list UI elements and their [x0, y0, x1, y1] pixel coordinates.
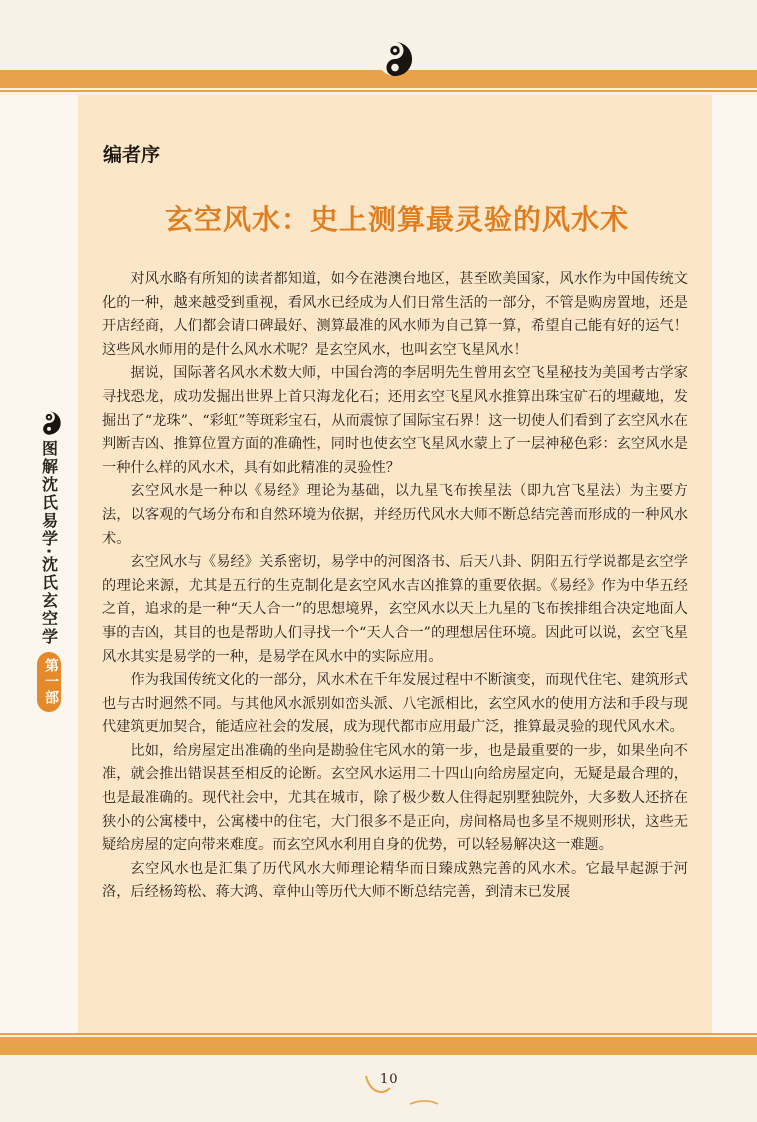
side-yin-yang-icon — [36, 410, 62, 436]
bottom-decor-bar — [0, 1037, 757, 1055]
paragraph: 据说，国际著名风水术数大师，中国台湾的李居明先生曾用玄空飞星秘技为美国考古学家寻找恐龙，成功发掘出世界上首只海龙化石；还用玄空飞星风水推算出珠宝矿石的埋藏地，发掘出了“龙珠”、“彩虹”等斑彩宝石，从而震惊了国际宝石界！这一切使人们看到了玄空风水在判断吉凶、推算位置方面的准确性，同时也使玄空飞星风水蒙上了一层神秘色彩：玄空风水是一种什么样的风水术，具有如此精准的灵验性？ — [102, 365, 688, 476]
part-badge: 第一部 — [37, 652, 61, 712]
swirl-ornament-icon — [360, 1070, 440, 1110]
body-text — [102, 268, 688, 905]
side-book-title-text: 图解沈氏易学·沈氏玄空学 — [39, 440, 59, 647]
bottom-decor-line — [0, 1033, 757, 1035]
right-margin — [712, 95, 757, 1035]
side-book-title — [32, 410, 66, 712]
paragraph: 比如，给房屋定出准确的坐向是勘验住宅风水的第一步，也是最重要的一步，如果坐向不准，就会推出错误甚至相反的论断。玄空风水运用二十四山向给房屋定向，无疑是最合理的，也是最准确的。现代社会中，尤其在城市，除了极少数人住得起别墅独院外，大多数人还挤在狭小的公寓楼中，公寓楼中的住宅，大门很多不是正向，房间格局也多呈不规则形状，这些无疑给房屋的定向带来难度。而玄空风水利用自身的优势，可以轻易解决这一难题。 — [102, 742, 688, 854]
top-decor-line — [0, 90, 757, 92]
paragraph: 玄空风水与《易经》关系密切，易学中的河图洛书、后天八卦、阴阳五行学说都是玄空学的理论来源，尤其是五行的生克制化是玄空风水吉凶推算的重要依据。《易经》作为中华五经之首，追求的是一种“天人合一”的思想境界，玄空风水以天上九星的飞布挨排组合决定地面人事的吉凶，其目的也是帮助人们寻找一个“天人合一”的理想居住环境。因此可以说，玄空飞星风水其实是易学的一种，是易学在风水中的实际应用。 — [102, 554, 688, 665]
page-number: 10 — [380, 1072, 399, 1087]
paragraph: 玄空风水是一种以《易经》理论为基础，以九星飞布挨星法（即九宫飞星法）为主要方法，以客观的气场分布和自然环境为依据，并经历代风水大师不断总结完善而形成的一种风水术。 — [102, 483, 688, 547]
page-title: 玄空风水：史上测算最灵验的风水术 — [164, 203, 629, 236]
yin-yang-icon — [376, 40, 414, 78]
preface-label: 编者序 — [103, 144, 161, 166]
paragraph: 对风水略有所知的读者都知道，如今在港澳台地区，甚至欧美国家，风水作为中国传统文化的一种，越来越受到重视，看风水已经成为人们日常生活的一部分，不管是购房置地，还是开店经商，人们都会请口碑最好、测算最准的风水师为自己算一算，希望自己能有好的运气！这些风水师用的是什么风水术呢？是玄空风水，也叫玄空飞星风水！ — [102, 271, 688, 358]
paragraph: 玄空风水也是汇集了历代风水大师理论精华而日臻成熟完善的风水术。它最早起源于河洛，后经杨筠松、蒋大鸿、章仲山等历代大师不断总结完善，到清末已发展 — [102, 860, 688, 901]
paragraph: 作为我国传统文化的一部分，风水术在千年发展过程中不断演变，而现代住宅、建筑形式也与古时迥然不同。与其他风水派别如峦头派、八宅派相比，玄空风水的使用方法和手段与现代建筑更加契合，能适应社会的发展，成为现代都市应用最广泛，推算最灵验的现代风水术。 — [102, 672, 688, 736]
